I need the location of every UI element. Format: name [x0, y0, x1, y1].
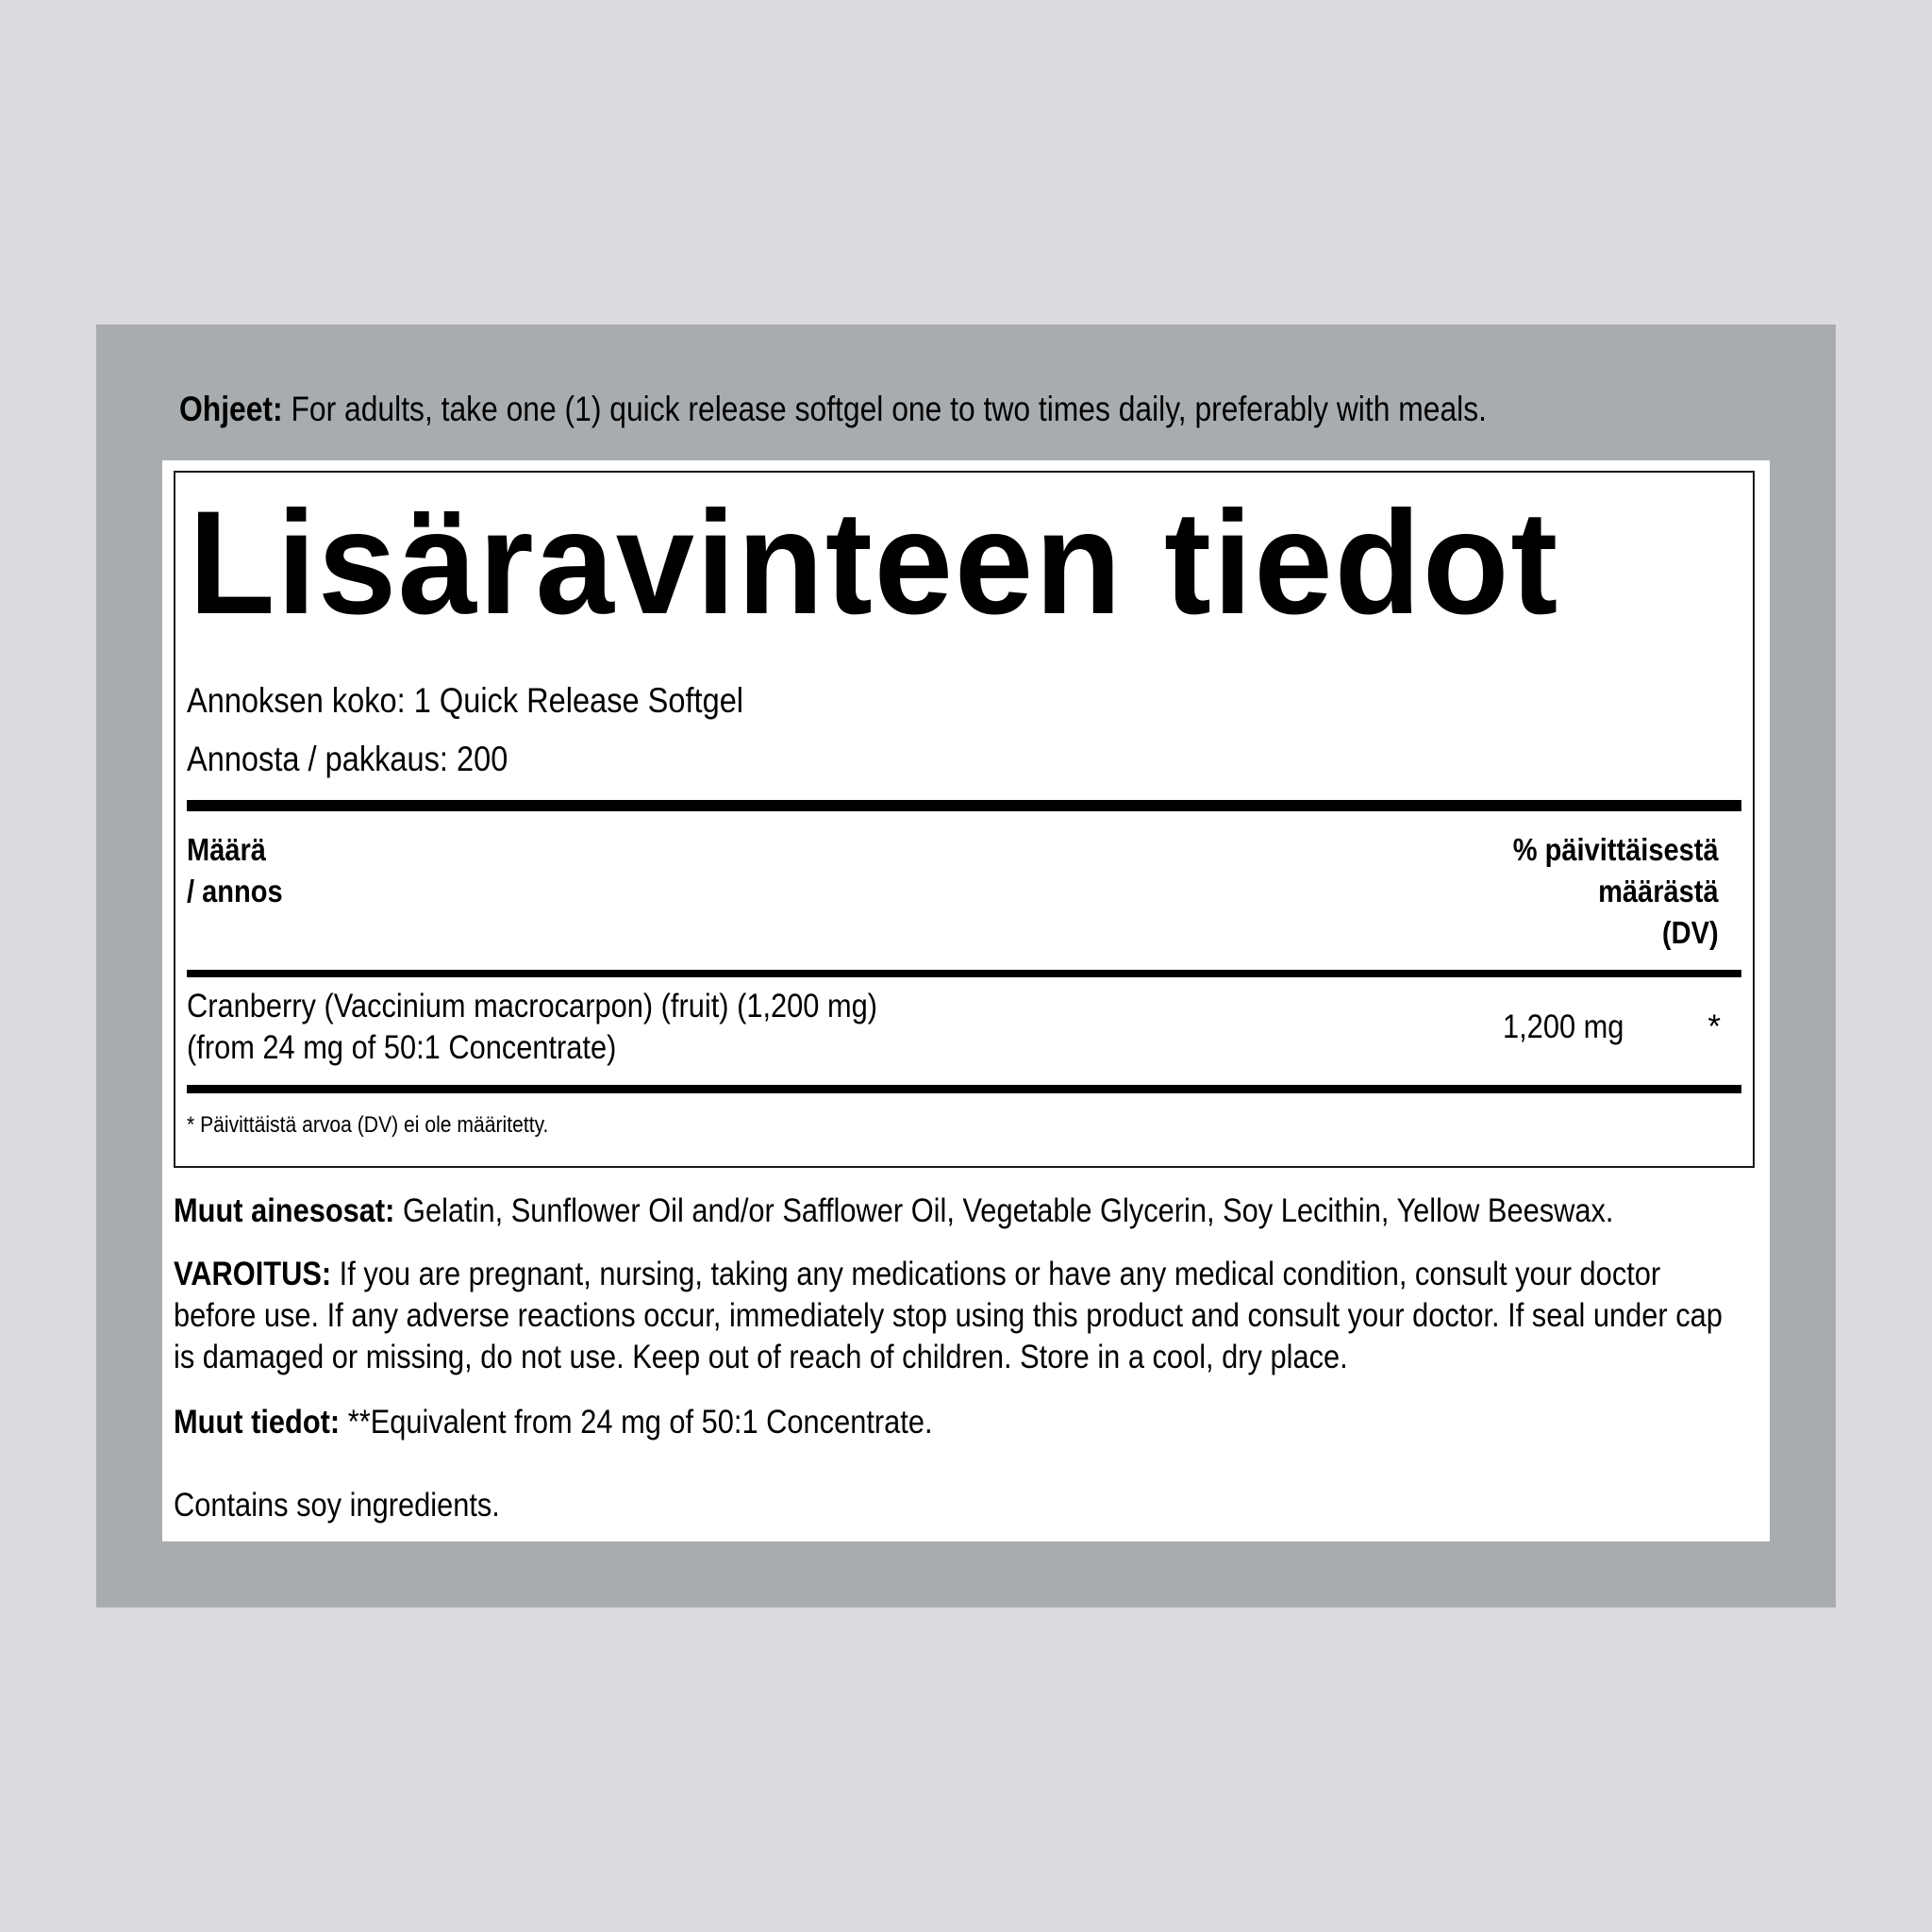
nutrient-name — [187, 986, 877, 1069]
supplement-facts-box — [174, 471, 1755, 1168]
thick-rule-top — [187, 800, 1741, 811]
directions-label: Ohjeet: — [179, 390, 283, 428]
header-daily-value — [1513, 829, 1719, 954]
dv-footnote: * Päivittäistä arvoa (DV) ei ole määritetty. — [187, 1112, 549, 1138]
header-dv-line1: % päivittäisestä — [1513, 832, 1719, 867]
header-amount-line2: / annos — [187, 874, 283, 908]
allergen-statement: Contains soy ingredients. — [174, 1487, 500, 1524]
other-info-label: Muut tiedot: — [174, 1404, 341, 1441]
rule-header — [187, 970, 1741, 977]
nutrient-name-line2: (from 24 mg of 50:1 Concentrate) — [187, 1029, 617, 1066]
warning-label: VAROITUS: — [174, 1256, 332, 1292]
other-info — [174, 1402, 1734, 1443]
warning — [174, 1254, 1734, 1378]
other-ingredients-text: Gelatin, Sunflower Oil and/or Safflower Oil, Vegetable Glycerin, Soy Lecithin, Yellow Beeswax. — [394, 1192, 1614, 1229]
header-dv-line3: (DV) — [1662, 915, 1719, 950]
other-ingredients — [174, 1191, 1734, 1232]
other-ingredients-label: Muut ainesosat: — [174, 1192, 395, 1229]
directions — [179, 389, 1574, 430]
nutrient-dv: * — [1707, 1008, 1721, 1045]
facts-title: Lisäravinteen tiedot — [189, 481, 1560, 645]
nutrient-amount: 1,200 mg — [1503, 1008, 1624, 1045]
other-info-text: **Equivalent from 24 mg of 50:1 Concentrate. — [340, 1404, 933, 1441]
thick-rule-bottom — [187, 1085, 1741, 1093]
serving-size: Annoksen koko: 1 Quick Release Softgel — [187, 681, 744, 720]
servings-per-container: Annosta / pakkaus: 200 — [187, 740, 508, 778]
header-amount — [187, 829, 283, 912]
directions-text: For adults, take one (1) quick release softgel one to two times daily, preferably with meals. — [282, 390, 1487, 428]
warning-text: If you are pregnant, nursing, taking any medications or have any medical condition, consult your doctor before use. If any adverse reactions occur, immediately stop using this product and consult your doctor. If seal under cap is damaged or missing, do not use. Keep out of reach of children. Store in a cool, dry place. — [174, 1256, 1723, 1375]
header-dv-line2: määrästä — [1598, 874, 1719, 908]
header-amount-line1: Määrä — [187, 832, 266, 867]
nutrient-name-line1: Cranberry (Vaccinium macrocarpon) (fruit) (1,200 mg) — [187, 988, 878, 1024]
